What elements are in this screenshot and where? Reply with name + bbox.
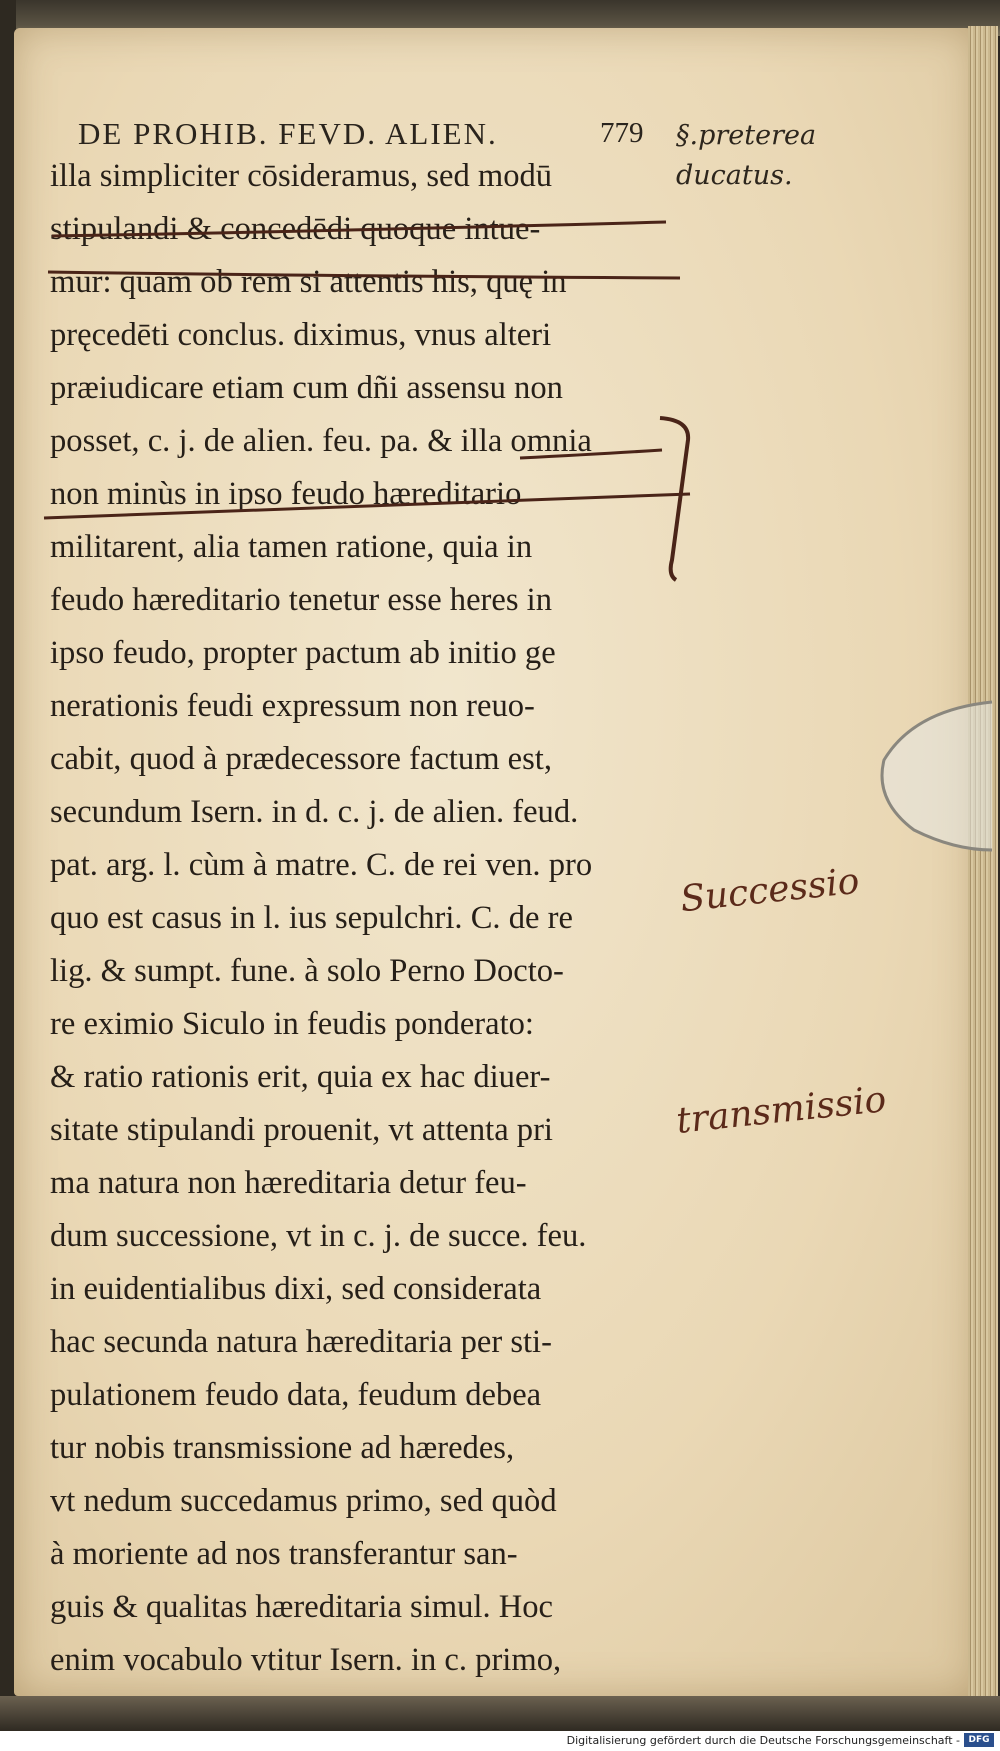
text-line: in euidentialibus dixi, sed considerata [50,1271,542,1307]
text-line: hac secunda natura hæreditaria per sti- [50,1324,552,1360]
text-line: tur nobis transmissione ad hæredes, [50,1430,515,1466]
text-line: quo est casus in l. ius sepulchri. C. de re [50,900,573,936]
digitization-credit: Digitalisierung gefördert durch die Deutsche Forschungsgemeinschaft - [566,1734,960,1747]
page-clip [874,700,994,860]
binding-bottom-edge [0,1696,1000,1731]
text-line: nerationis feudi expressum non reuo- [50,688,535,724]
text-line: & ratio rationis erit, quia ex hac diuer- [50,1059,551,1095]
text-line: sitate stipulandi prouenit, vt attenta pri [50,1112,553,1148]
body-text [50,150,670,1740]
text-line: non minùs in ipso feudo hæreditario [50,476,522,512]
text-line: guis & qualitas hæreditaria simul. Hoc [50,1589,554,1625]
text-line: illa simpliciter cōsideramus, sed modū [50,158,553,194]
text-line: feudo hæreditario tenetur esse heres in [50,582,553,618]
margin-note-preterea: §.preterea [676,120,817,151]
text-line: stipulandi & concedēdi quoque intue- [50,211,541,247]
text-line: vt nedum succedamus primo, sed quòd [50,1483,557,1519]
text-line: cabit, quod à prædecessore factum est, [50,741,553,777]
text-line: lig. & sumpt. fune. à solo Perno Docto- [50,953,564,989]
text-line: enim vocabulo vtitur Isern. in c. primo, [50,1642,562,1678]
text-line: à moriente ad nos transferantur san- [50,1536,518,1572]
text-line: secundum Isern. in d. c. j. de alien. feud. [50,794,579,830]
text-line: ipso feudo, propter pactum ab initio ge [50,635,556,671]
text-line: posset, c. j. de alien. feu. pa. & illa omnia [50,423,592,459]
running-head: DE PROHIB. FEVD. ALIEN. [78,116,498,151]
text-line: ma natura non hæreditaria detur feu- [50,1165,527,1201]
page-stack-edges [968,26,998,1716]
margin-note-ducatus: ducatus. [676,160,793,191]
text-line: pulationem feudo data, feudum debea [50,1377,542,1413]
page-number: 779 [600,117,644,149]
text-line: re eximio Siculo in feudis ponderato: [50,1006,534,1042]
text-line: pręcedēti conclus. diximus, vnus alteri [50,317,552,353]
dfg-logo: DFG [964,1733,994,1747]
text-line: pat. arg. l. cùm à matre. C. de rei ven. pro [50,847,593,883]
text-line: militarent, alia tamen ratione, quia in [50,529,533,565]
text-line: mur: quam ob rem si attentis his, quę in [50,264,567,300]
handwritten-note-successio: Successio [678,860,862,921]
text-line: dum successione, vt in c. j. de succe. feu. [50,1218,587,1254]
handwritten-note-transmissio: transmissio [674,1079,889,1142]
text-line: præiudicare etiam cum dñi assensu non [50,370,563,406]
